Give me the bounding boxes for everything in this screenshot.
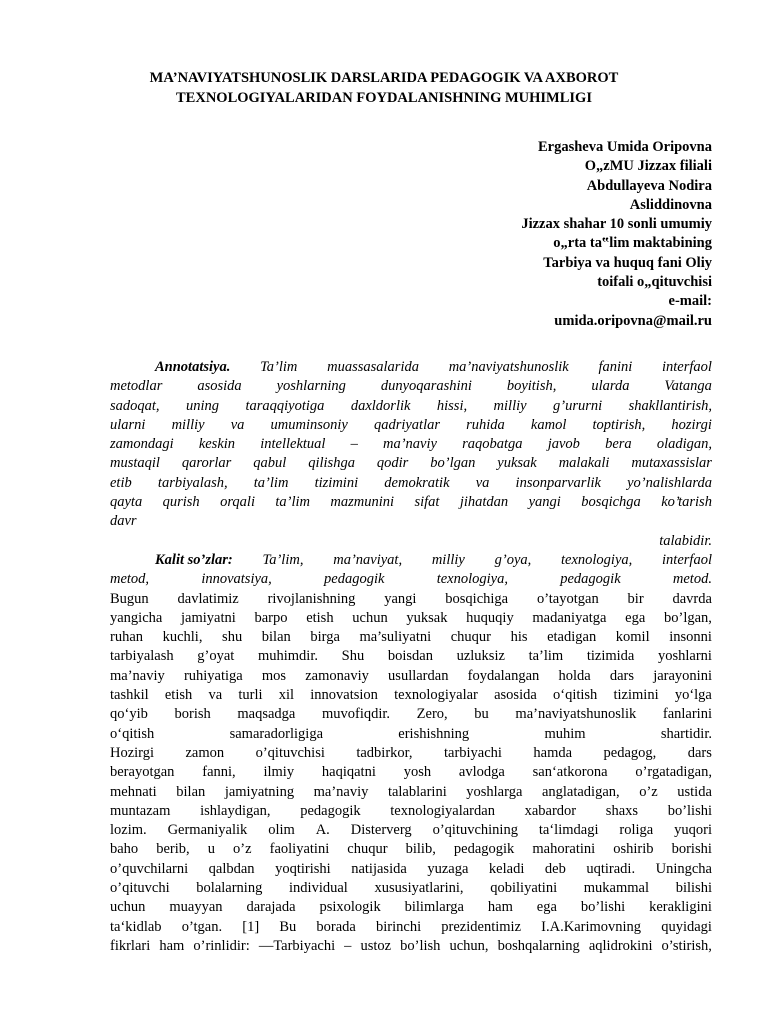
paragraph-2-line: berayotgan fanni, ilmiy haqiqatni yosh avlodga san‘atkorona o’rgatadigan, (110, 764, 712, 781)
annotation-line: davr (110, 513, 137, 530)
keywords-label: Kalit so’zlar: (155, 551, 233, 568)
annotation-line: etib tarbiyalash, ta’lim tizimini demokratik va insonparvarlik yo’nalishlarda (110, 474, 712, 491)
author-name: Ergasheva Umida Oripovna (537, 139, 712, 155)
coauthor-position: Tarbiya va huquq fani Oliy (543, 254, 712, 271)
coauthor-affiliation-cont: o„rta ta‟lim maktabining (553, 235, 712, 252)
paragraph-1-line: qo‘yib borish maqsadga muvofiqdir. Zero, bu ma’naviyatshunoslik fanlarini (110, 706, 712, 723)
paragraph-2-line: muntazam ishlaydigan, pedagogik texnologiyalardan xabardor shaxs bo’lishi (110, 802, 712, 819)
paragraph-1-line: Bugun davlatimiz rivojlanishning yangi bosqichiga o’tayotgan bir davrda (110, 590, 712, 607)
annotation-line: metodlar asosida yoshlarning dunyoqarashini boyitish, ularda Vatanga (110, 378, 712, 395)
paragraph-2-line: lozim. Germaniyalik olim A. Disterverg o’qituvchining ta‘limdagi roliga yuqori (110, 822, 712, 839)
annotation-line: zamondagi keskin intellektual – ma’naviy raqobatga javob bera oladigan, (110, 436, 712, 453)
annotation-label: Annotatsiya. (155, 359, 231, 375)
coauthor-name-cont: Asliddinovna (629, 196, 712, 213)
body-paragraphs (110, 590, 712, 957)
annotation-line: qayta qurish orqali ta’lim mazmunini sifat jihatdan yangi bosqichga ko’tarish (110, 494, 712, 511)
annotation-line: ularni milliy va umuminsoniy qadriyatlar ruhida kamol toptirish, hozirgi (110, 416, 712, 433)
article-title (60, 68, 708, 108)
keywords-line: metod, innovatsiya, pedagogik texnologiya, pedagogik metod. (110, 571, 712, 588)
annotation-line: sadoqat, uning taraqqiyotiga daxldorlik hissi, milliy g’ururni shakllantirish, (110, 397, 712, 414)
paragraph-2-line: o’qituvchi bolalarning individual xususiyatlarini, qobiliyatini mukammal bilishi (110, 880, 712, 897)
keywords-line: Kalit so’zlar: Ta’lim, ma’naviyat, milliy g’oya, texnologiya, interfaol (110, 551, 712, 570)
paragraph-1-line: ruhan kuchli, shu bilan birga ma’suliyatni chuqur his etadigan komil insonni (110, 629, 712, 646)
paragraph-1-line: tashkil etish va turli xil innovatsion texnologiyalar asosida o‘qitish tizimini yo‘lga (110, 687, 712, 704)
paragraph-2-line: baho berib, u o’z faoliyatini chuqur bilib, pedagogik mahoratini oshirib borishi (110, 841, 712, 858)
paragraph-1-line: ma’naviy ruhiyatiga mos zamonaviy usullardan foydalangan holda dars jarayonini (110, 667, 712, 684)
paragraph-1-line: tarbiyalash g’oyat muhimdir. Shu boisdan uzluksiz ta’lim tizimida yoshlarni (110, 648, 712, 665)
coauthor-position-cont: toifali o„qituvchisi (597, 274, 712, 291)
title-line-1: MA’NAVIYATSHUNOSLIK DARSLARIDA PEDAGOGIK VA AXBOROT (149, 70, 619, 86)
paragraph-1-line: yangicha jamiyatni barpo etish uchun yuksak huquqiy madaniyatga ega bo’lgan, (110, 609, 712, 626)
keywords-section (110, 551, 712, 590)
coauthor-affiliation: Jizzax shahar 10 sonli umumiy (521, 216, 712, 233)
annotation-section (110, 358, 712, 551)
paragraph-2-line: mehnati bilan jamiyatning ma’naviy talablarini yoshlarga anglatadigan, o’z ustida (110, 783, 712, 800)
paragraph-2-line: o’quvchilarni qalbdan yoqtirishi natijasida yuzaga keladi deb uqtiradi. Uningcha (110, 860, 712, 877)
paragraph-2-line: Hozirgi zamon o’qituvchisi tadbirkor, tarbiyachi hamda pedagog, dars (110, 744, 712, 761)
annotation-line: talabidir. (659, 532, 712, 549)
email-label: e-mail: (668, 293, 712, 310)
paragraph-1-line: o‘qitish samaradorligiga erishishning muhim shartidir. (110, 725, 712, 742)
article-body (110, 358, 712, 956)
author-block (521, 138, 712, 331)
paragraph-2-line: fikrlari ham o’rinlidir: ―Tarbiyachi – ustoz bo’lish uchun, boshqalarning aqlidrokini o’stirish, (110, 937, 712, 954)
coauthor-name: Abdullayeva Nodira (586, 177, 712, 194)
paragraph-2-line: ta‘kidlab o’tgan. [1] Bu borada birinchi prezidentimiz I.A.Karimovning quyidagi (110, 918, 712, 935)
author-affiliation: O„zMU Jizzax filiali (584, 158, 712, 175)
paragraph-2-line: uchun muayyan darajada psixologik bilimlarga ham ega bo’lishi kerakligini (110, 899, 712, 916)
email-address: umida.oripovna@mail.ru (554, 312, 712, 329)
annotation-line: Annotatsiya. Ta’lim muassasalarida ma’naviyatshunoslik fanini interfaol (110, 358, 712, 377)
annotation-line: mustaqil qarorlar qabul qilishga qodir bo’lgan yuksak malakali mutaxassislar (110, 455, 712, 472)
title-line-2: TEXNOLOGIYALARIDAN FOYDALANISHNING MUHIMLIGI (176, 90, 592, 106)
